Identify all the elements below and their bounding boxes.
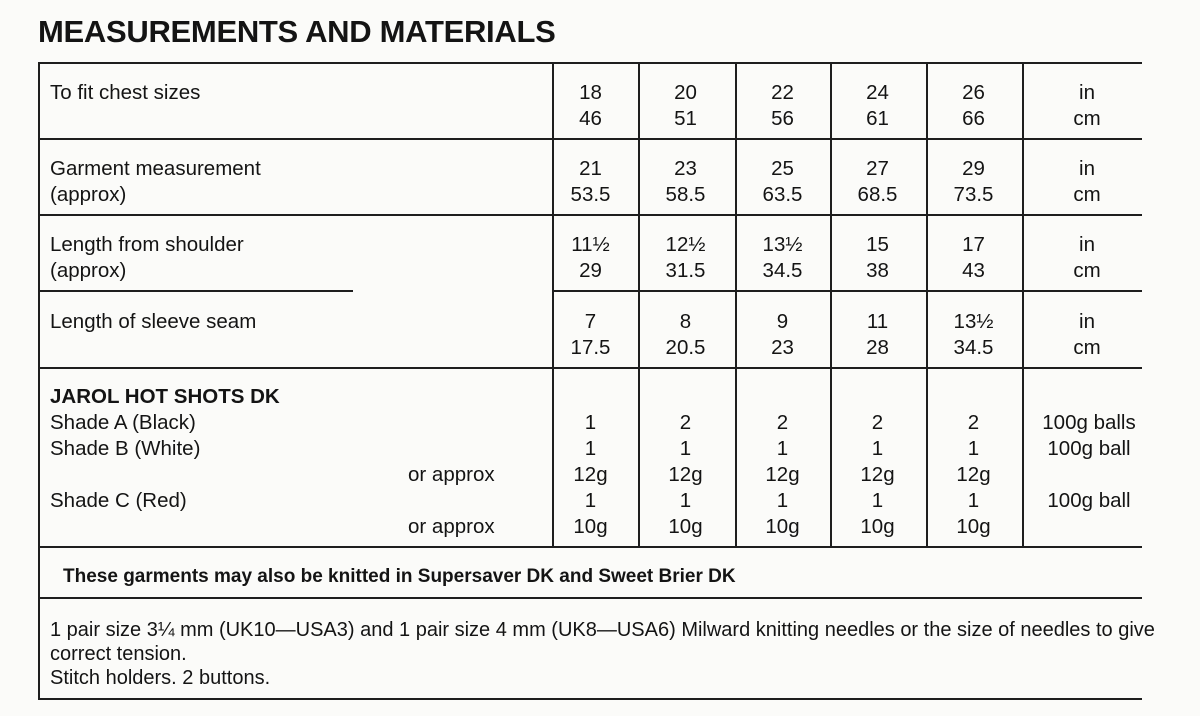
size-value-cm: 63.5 (762, 183, 803, 206)
size-value-cm: 43 (962, 259, 985, 282)
size-value-cm: 34.5 (953, 336, 994, 359)
yarn-quantity: 1 (679, 437, 692, 460)
yarn-quantity: 2 (679, 411, 692, 434)
yarn-quantity: 2 (967, 411, 980, 434)
unit-label: in (1079, 81, 1095, 104)
yarn-quantity: 1 (584, 411, 597, 434)
yarn-quantity: 1 (584, 437, 597, 460)
row-label: To fit chest sizes (50, 81, 201, 104)
size-value-in: 7 (584, 310, 597, 333)
row-label: (approx) (50, 259, 127, 282)
page-title: MEASUREMENTS AND MATERIALS (38, 14, 556, 49)
size-value-cm: 66 (962, 107, 985, 130)
yarn-quantity: 1 (871, 489, 884, 512)
size-value-cm: 73.5 (953, 183, 994, 206)
yarn-quantity: 12g (668, 463, 703, 486)
size-value-cm: 23 (771, 336, 794, 359)
size-value-cm: 56 (771, 107, 794, 130)
shade-label: Shade B (White) (50, 437, 201, 460)
size-value-cm: 46 (579, 107, 602, 130)
size-value-in: 13½ (762, 233, 803, 256)
yarn-quantity: 10g (668, 515, 703, 538)
yarn-quantity: 1 (967, 489, 980, 512)
yarn-quantity: 1 (871, 437, 884, 460)
yarn-quantity: 10g (860, 515, 895, 538)
size-value-in: 20 (674, 81, 697, 104)
size-value-in: 17 (962, 233, 985, 256)
column-divider (1022, 62, 1024, 548)
size-value-in: 12½ (665, 233, 706, 256)
size-value-cm: 51 (674, 107, 697, 130)
yarn-unit: 100g balls (1042, 411, 1136, 434)
size-value-in: 13½ (953, 310, 994, 333)
row-divider (38, 214, 1142, 216)
size-value-in: 11 (866, 310, 889, 333)
size-value-cm: 28 (866, 336, 889, 359)
size-value-cm: 31.5 (665, 259, 706, 282)
extras-text: Stitch holders. 2 buttons. (50, 667, 271, 689)
unit-label: cm (1073, 336, 1101, 359)
yarn-quantity: 1 (776, 437, 789, 460)
unit-label: in (1079, 233, 1095, 256)
size-value-in: 9 (776, 310, 789, 333)
row-label: Garment measurement (50, 157, 261, 180)
yarn-quantity: 10g (765, 515, 800, 538)
yarn-quantity: 10g (956, 515, 991, 538)
unit-label: in (1079, 310, 1095, 333)
alternative-yarns-note: These garments may also be knitted in Supersaver DK and Sweet Brier DK (63, 566, 736, 587)
approx-label: or approx (408, 515, 495, 538)
unit-label: cm (1073, 183, 1101, 206)
yarn-quantity: 1 (584, 489, 597, 512)
shade-label: Shade A (Black) (50, 411, 196, 434)
yarn-quantity: 1 (967, 437, 980, 460)
yarn-quantity: 12g (860, 463, 895, 486)
yarn-quantity: 10g (573, 515, 608, 538)
row-divider-value-part (552, 290, 1142, 292)
size-value-cm: 58.5 (665, 183, 706, 206)
unit-label: cm (1073, 107, 1101, 130)
size-value-cm: 29 (579, 259, 602, 282)
table-left-border (38, 62, 40, 700)
size-value-cm: 20.5 (665, 336, 706, 359)
size-value-in: 8 (679, 310, 692, 333)
size-value-cm: 17.5 (570, 336, 611, 359)
unit-label: in (1079, 157, 1095, 180)
row-divider (38, 546, 1142, 548)
row-label: (approx) (50, 183, 127, 206)
yarn-quantity: 12g (765, 463, 800, 486)
size-value-in: 27 (866, 157, 889, 180)
unit-label: cm (1073, 259, 1101, 282)
size-value-in: 23 (674, 157, 697, 180)
row-label: Length from shoulder (50, 233, 244, 256)
size-value-cm: 53.5 (570, 183, 611, 206)
row-divider (38, 138, 1142, 140)
size-value-cm: 38 (866, 259, 889, 282)
yarn-quantity: 1 (679, 489, 692, 512)
yarn-quantity: 1 (776, 489, 789, 512)
size-value-in: 24 (866, 81, 889, 104)
yarn-quantity: 12g (956, 463, 991, 486)
size-value-in: 29 (962, 157, 985, 180)
yarn-heading: JAROL HOT SHOTS DK (50, 385, 280, 408)
size-value-in: 15 (866, 233, 889, 256)
row-divider-label-part (38, 290, 353, 292)
size-value-in: 18 (579, 81, 602, 104)
shade-label: Shade C (Red) (50, 489, 187, 512)
size-value-cm: 61 (866, 107, 889, 130)
yarn-quantity: 12g (573, 463, 608, 486)
table-bottom-rule (38, 698, 1142, 700)
approx-label: or approx (408, 463, 495, 486)
size-value-in: 25 (771, 157, 794, 180)
size-value-cm: 68.5 (857, 183, 898, 206)
row-divider (38, 367, 1142, 369)
row-divider (38, 597, 1142, 599)
yarn-unit: 100g ball (1047, 437, 1131, 460)
size-value-in: 21 (579, 157, 602, 180)
needles-text: 1 pair size 3¼ mm (UK10—USA3) and 1 pair size 4 mm (UK8—USA6) Milward knitting needles or the size of needles to give correct tension. (50, 619, 1155, 665)
size-value-in: 22 (771, 81, 794, 104)
table-top-rule (38, 62, 1142, 64)
yarn-quantity: 2 (776, 411, 789, 434)
size-value-cm: 34.5 (762, 259, 803, 282)
yarn-quantity: 2 (871, 411, 884, 434)
size-value-in: 26 (962, 81, 985, 104)
yarn-unit: 100g ball (1047, 489, 1131, 512)
size-value-in: 11½ (571, 233, 610, 256)
row-label: Length of sleeve seam (50, 310, 257, 333)
